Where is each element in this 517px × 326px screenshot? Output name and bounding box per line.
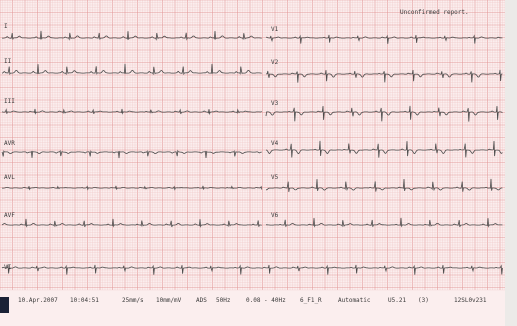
lead-label-v2: V2 [271,59,279,66]
lead-label-avl: AVL [4,174,15,181]
paper-edge-marker [0,297,9,313]
footer-version: U5.21 [388,297,407,304]
lead-label-rhythm: VI [4,264,12,271]
footer-ads: ADS [196,297,207,304]
lead-label-v6: V6 [271,212,279,219]
lead-label-v4: V4 [271,140,279,147]
lead-label-iii: III [4,98,15,105]
footer-filter: 0.08 - 40Hz [246,297,286,304]
footer-gain: 10mm/mV [156,297,182,304]
lead-label-avr: AVR [4,140,15,147]
lead-label-v5: V5 [271,174,279,181]
footer-version-num: (3) [418,297,429,304]
footer-date: 10.Apr.2007 [18,297,58,304]
footer-format: 6_F1_R [300,297,322,304]
lead-label-v3: V3 [271,100,279,107]
footer-device: 12SL0v231 [454,297,487,304]
footer-mains: 50Hz [216,297,231,304]
footer-mode: Automatic [338,297,371,304]
lead-label-ii: II [4,58,12,65]
scan-edge [505,0,517,326]
lead-label-v1: V1 [271,26,279,33]
footer-speed: 25mm/s [122,297,144,304]
report-status: Unconfirmed report. [400,9,469,16]
lead-label-avf: AVF [4,212,15,219]
lead-label-i: I [4,23,8,30]
footer-time: 10:04:51 [70,297,99,304]
